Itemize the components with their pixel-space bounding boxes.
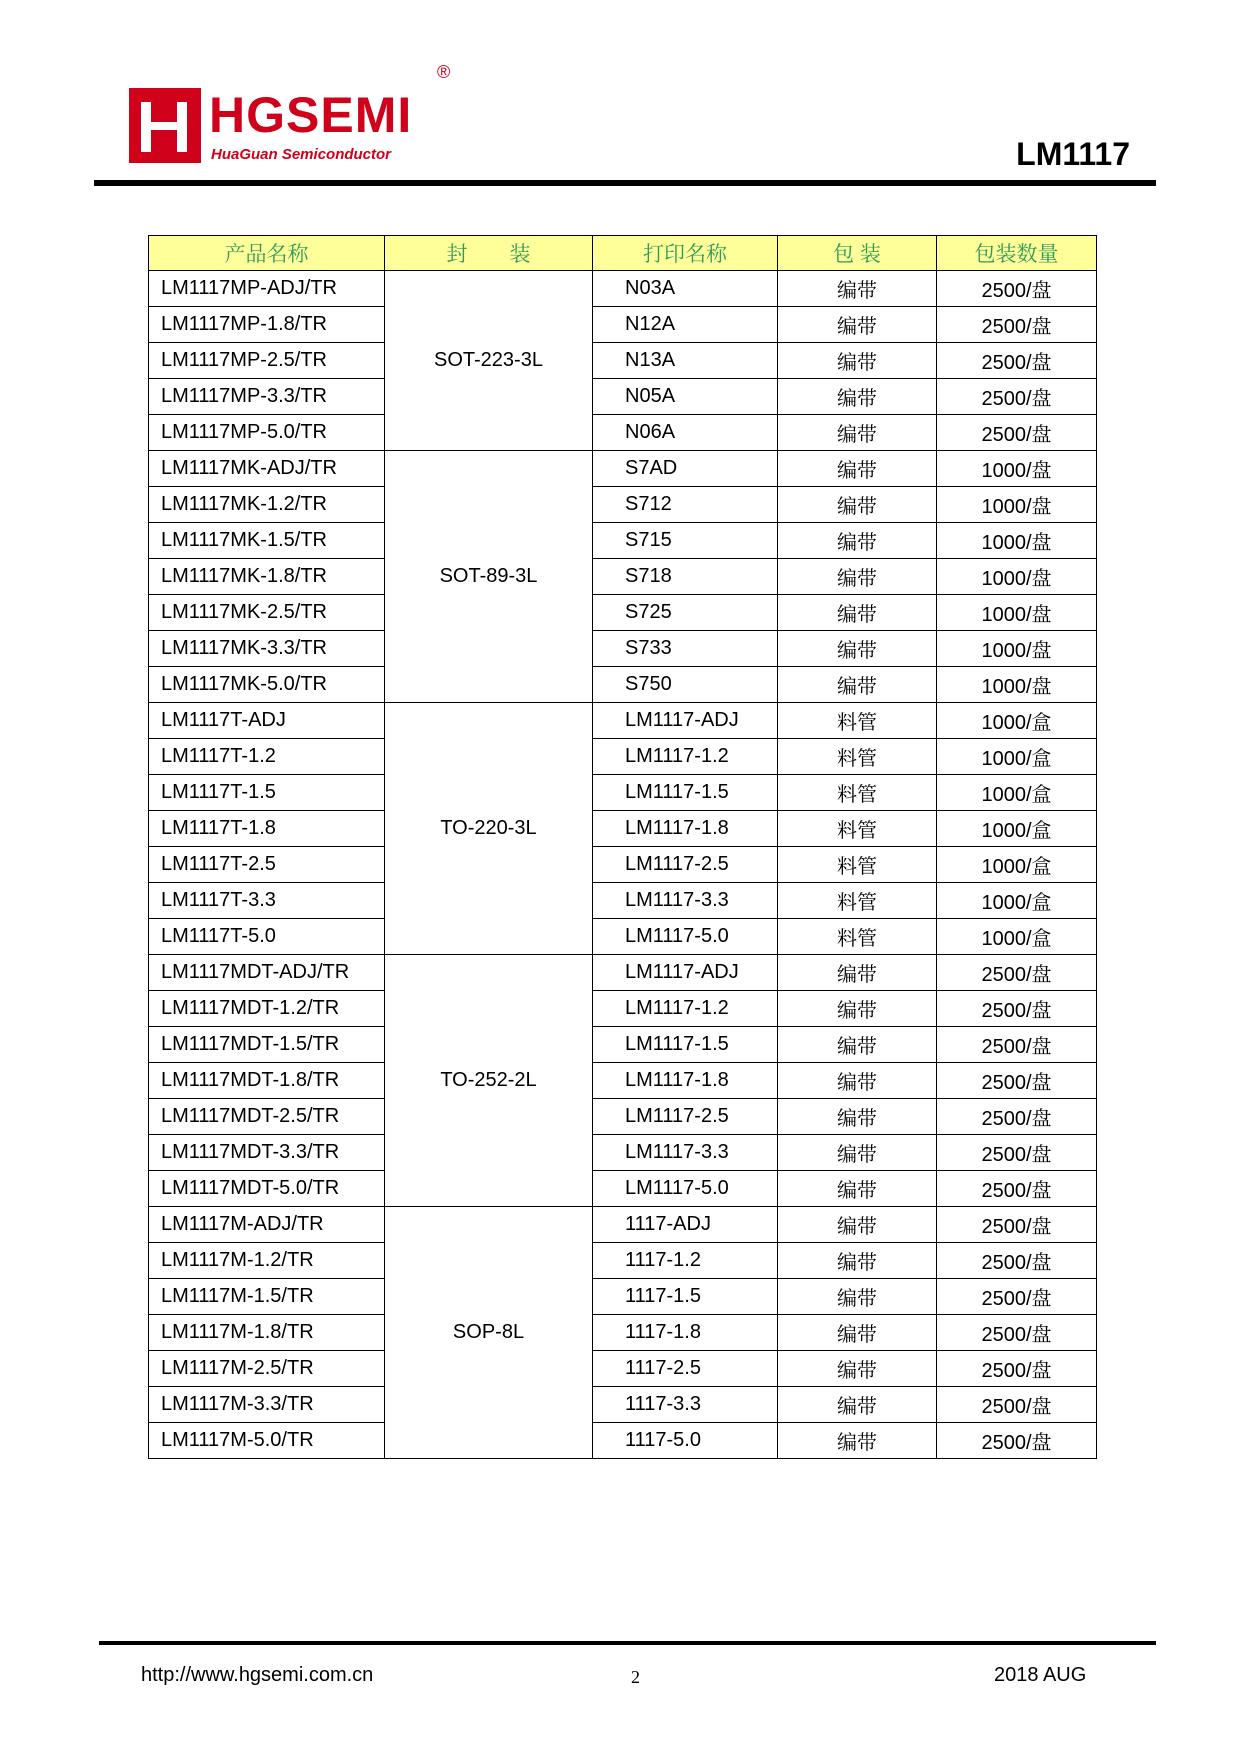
footer-divider <box>99 1641 1156 1645</box>
quantity-cell: 1000/盒 <box>937 703 1097 739</box>
part-number-cell: LM1117T-1.2 <box>149 739 385 775</box>
part-number-cell: LM1117MDT-1.8/TR <box>149 1063 385 1099</box>
header-divider <box>94 180 1156 186</box>
table-row <box>149 1063 1097 1099</box>
marking-cell: N06A <box>593 415 778 451</box>
marking-cell: S712 <box>593 487 778 523</box>
packing-cell: 编带 <box>778 991 937 1027</box>
part-number-cell: LM1117MP-1.8/TR <box>149 307 385 343</box>
packing-cell: 料管 <box>778 919 937 955</box>
packing-cell: 编带 <box>778 1027 937 1063</box>
packing-cell: 编带 <box>778 1135 937 1171</box>
quantity-cell: 2500/盘 <box>937 1279 1097 1315</box>
part-number-cell: LM1117M-2.5/TR <box>149 1351 385 1387</box>
part-number-cell: LM1117M-1.2/TR <box>149 1243 385 1279</box>
part-number-cell: LM1117MDT-1.5/TR <box>149 1027 385 1063</box>
marking-cell: LM1117-1.2 <box>593 739 778 775</box>
marking-cell: S750 <box>593 667 778 703</box>
col-header-packing: 包 装 <box>778 236 937 271</box>
marking-cell: 1117-ADJ <box>593 1207 778 1243</box>
part-number-cell: LM1117T-ADJ <box>149 703 385 739</box>
part-number-cell: LM1117T-3.3 <box>149 883 385 919</box>
package-cell: SOP-8L <box>385 1207 593 1459</box>
marking-cell: 1117-3.3 <box>593 1387 778 1423</box>
ordering-info-table <box>148 235 1097 1459</box>
packing-cell: 料管 <box>778 739 937 775</box>
packing-cell: 编带 <box>778 343 937 379</box>
marking-cell: N13A <box>593 343 778 379</box>
quantity-cell: 1000/盘 <box>937 631 1097 667</box>
quantity-cell: 2500/盘 <box>937 271 1097 307</box>
part-number-cell: LM1117MDT-3.3/TR <box>149 1135 385 1171</box>
packing-cell: 编带 <box>778 1099 937 1135</box>
table-header-row <box>149 236 1097 271</box>
quantity-cell: 2500/盘 <box>937 1387 1097 1423</box>
quantity-cell: 2500/盘 <box>937 1243 1097 1279</box>
part-number-cell: LM1117MK-1.5/TR <box>149 523 385 559</box>
table-row <box>149 1279 1097 1315</box>
table-row <box>149 811 1097 847</box>
logo-mark-icon <box>129 88 201 163</box>
marking-cell: LM1117-3.3 <box>593 1135 778 1171</box>
marking-cell: LM1117-1.5 <box>593 1027 778 1063</box>
packing-cell: 编带 <box>778 1063 937 1099</box>
col-header-quantity: 包装数量 <box>937 236 1097 271</box>
part-number-cell: LM1117MK-2.5/TR <box>149 595 385 631</box>
packing-cell: 编带 <box>778 559 937 595</box>
table-row <box>149 1243 1097 1279</box>
part-number-cell: LM1117MDT-2.5/TR <box>149 1099 385 1135</box>
marking-cell: LM1117-1.8 <box>593 1063 778 1099</box>
part-number-cell: LM1117M-3.3/TR <box>149 1387 385 1423</box>
table-row <box>149 559 1097 595</box>
part-number-cell: LM1117T-1.8 <box>149 811 385 847</box>
quantity-cell: 2500/盘 <box>937 343 1097 379</box>
quantity-cell: 2500/盘 <box>937 1099 1097 1135</box>
marking-cell: LM1117-ADJ <box>593 955 778 991</box>
table-row <box>149 631 1097 667</box>
part-number-cell: LM1117MK-5.0/TR <box>149 667 385 703</box>
packing-cell: 编带 <box>778 1207 937 1243</box>
marking-cell: 1117-1.8 <box>593 1315 778 1351</box>
packing-cell: 编带 <box>778 955 937 991</box>
part-number-cell: LM1117MK-ADJ/TR <box>149 451 385 487</box>
logo-subtitle: HuaGuan Semiconductor <box>211 146 392 163</box>
marking-cell: LM1117-2.5 <box>593 1099 778 1135</box>
packing-cell: 编带 <box>778 271 937 307</box>
table-row <box>149 451 1097 487</box>
package-cell: TO-252-2L <box>385 955 593 1207</box>
col-header-part-name: 产品名称 <box>149 236 385 271</box>
table-row <box>149 1171 1097 1207</box>
marking-cell: LM1117-1.5 <box>593 775 778 811</box>
marking-cell: S733 <box>593 631 778 667</box>
quantity-cell: 2500/盘 <box>937 1315 1097 1351</box>
quantity-cell: 1000/盘 <box>937 487 1097 523</box>
registered-mark: ® <box>437 62 451 82</box>
marking-cell: S715 <box>593 523 778 559</box>
table-row <box>149 1315 1097 1351</box>
packing-cell: 编带 <box>778 667 937 703</box>
part-number-cell: LM1117T-5.0 <box>149 919 385 955</box>
table-row <box>149 919 1097 955</box>
packing-cell: 编带 <box>778 1243 937 1279</box>
table-row <box>149 307 1097 343</box>
table-row <box>149 1099 1097 1135</box>
part-number-cell: LM1117M-1.8/TR <box>149 1315 385 1351</box>
table-row <box>149 739 1097 775</box>
table-row <box>149 1423 1097 1459</box>
marking-cell: S725 <box>593 595 778 631</box>
col-header-package: 封 装 <box>385 236 593 271</box>
marking-cell: 1117-5.0 <box>593 1423 778 1459</box>
part-number-cell: LM1117MK-1.2/TR <box>149 487 385 523</box>
packing-cell: 编带 <box>778 415 937 451</box>
table-row <box>149 379 1097 415</box>
quantity-cell: 2500/盘 <box>937 1207 1097 1243</box>
table-row <box>149 1207 1097 1243</box>
quantity-cell: 2500/盘 <box>937 415 1097 451</box>
page-number: 2 <box>631 1667 640 1687</box>
quantity-cell: 2500/盘 <box>937 1063 1097 1099</box>
packing-cell: 编带 <box>778 631 937 667</box>
table-row <box>149 271 1097 307</box>
quantity-cell: 1000/盘 <box>937 523 1097 559</box>
quantity-cell: 1000/盘 <box>937 595 1097 631</box>
marking-cell: S718 <box>593 559 778 595</box>
package-cell: SOT-89-3L <box>385 451 593 703</box>
quantity-cell: 1000/盒 <box>937 775 1097 811</box>
packing-cell: 料管 <box>778 811 937 847</box>
table-row <box>149 595 1097 631</box>
quantity-cell: 2500/盘 <box>937 1027 1097 1063</box>
packing-cell: 编带 <box>778 1315 937 1351</box>
marking-cell: LM1117-1.8 <box>593 811 778 847</box>
part-number-cell: LM1117T-2.5 <box>149 847 385 883</box>
part-number-cell: LM1117M-ADJ/TR <box>149 1207 385 1243</box>
part-number-cell: LM1117MK-1.8/TR <box>149 559 385 595</box>
table-row <box>149 523 1097 559</box>
part-number-cell: LM1117MP-5.0/TR <box>149 415 385 451</box>
packing-cell: 编带 <box>778 1423 937 1459</box>
footer-date: 2018 AUG <box>994 1664 1087 1686</box>
marking-cell: N12A <box>593 307 778 343</box>
marking-cell: S7AD <box>593 451 778 487</box>
table-row <box>149 955 1097 991</box>
marking-cell: 1117-1.5 <box>593 1279 778 1315</box>
packing-cell: 编带 <box>778 1387 937 1423</box>
table-row <box>149 415 1097 451</box>
part-number-cell: LM1117MDT-5.0/TR <box>149 1171 385 1207</box>
quantity-cell: 1000/盒 <box>937 847 1097 883</box>
part-number-cell: LM1117MDT-1.2/TR <box>149 991 385 1027</box>
quantity-cell: 1000/盘 <box>937 667 1097 703</box>
table-row <box>149 667 1097 703</box>
quantity-cell: 2500/盘 <box>937 1351 1097 1387</box>
packing-cell: 料管 <box>778 703 937 739</box>
quantity-cell: 1000/盘 <box>937 451 1097 487</box>
quantity-cell: 2500/盘 <box>937 1423 1097 1459</box>
part-number-cell: LM1117MP-ADJ/TR <box>149 271 385 307</box>
part-number-cell: LM1117M-5.0/TR <box>149 1423 385 1459</box>
table-row <box>149 1387 1097 1423</box>
marking-cell: LM1117-3.3 <box>593 883 778 919</box>
packing-cell: 编带 <box>778 1351 937 1387</box>
table-row <box>149 775 1097 811</box>
packing-cell: 编带 <box>778 523 937 559</box>
quantity-cell: 2500/盘 <box>937 307 1097 343</box>
table-row <box>149 1027 1097 1063</box>
quantity-cell: 1000/盒 <box>937 811 1097 847</box>
table-row <box>149 487 1097 523</box>
packing-cell: 编带 <box>778 1171 937 1207</box>
table-row <box>149 703 1097 739</box>
quantity-cell: 2500/盘 <box>937 379 1097 415</box>
part-number-cell: LM1117MK-3.3/TR <box>149 631 385 667</box>
marking-cell: N03A <box>593 271 778 307</box>
col-header-marking: 打印名称 <box>593 236 778 271</box>
packing-cell: 编带 <box>778 379 937 415</box>
marking-cell: LM1117-2.5 <box>593 847 778 883</box>
quantity-cell: 2500/盘 <box>937 1171 1097 1207</box>
marking-cell: 1117-1.2 <box>593 1243 778 1279</box>
table-row <box>149 1351 1097 1387</box>
marking-cell: N05A <box>593 379 778 415</box>
packing-cell: 编带 <box>778 595 937 631</box>
quantity-cell: 2500/盘 <box>937 955 1097 991</box>
quantity-cell: 1000/盒 <box>937 919 1097 955</box>
package-cell: TO-220-3L <box>385 703 593 955</box>
packing-cell: 料管 <box>778 775 937 811</box>
table-row <box>149 991 1097 1027</box>
packing-cell: 料管 <box>778 883 937 919</box>
marking-cell: LM1117-5.0 <box>593 1171 778 1207</box>
table-row <box>149 343 1097 379</box>
packing-cell: 编带 <box>778 307 937 343</box>
logo-text: HGSEMI <box>209 87 413 143</box>
packing-cell: 编带 <box>778 451 937 487</box>
marking-cell: 1117-2.5 <box>593 1351 778 1387</box>
part-number-cell: LM1117T-1.5 <box>149 775 385 811</box>
part-number-cell: LM1117MDT-ADJ/TR <box>149 955 385 991</box>
marking-cell: LM1117-ADJ <box>593 703 778 739</box>
table-row <box>149 883 1097 919</box>
quantity-cell: 2500/盘 <box>937 991 1097 1027</box>
packing-cell: 编带 <box>778 1279 937 1315</box>
table-row <box>149 1135 1097 1171</box>
part-number-cell: LM1117MP-2.5/TR <box>149 343 385 379</box>
footer-url: http://www.hgsemi.com.cn <box>141 1664 374 1686</box>
quantity-cell: 1000/盒 <box>937 883 1097 919</box>
part-number-cell: LM1117MP-3.3/TR <box>149 379 385 415</box>
packing-cell: 编带 <box>778 487 937 523</box>
part-number-cell: LM1117M-1.5/TR <box>149 1279 385 1315</box>
package-cell: SOT-223-3L <box>385 271 593 451</box>
marking-cell: LM1117-5.0 <box>593 919 778 955</box>
quantity-cell: 2500/盘 <box>937 1135 1097 1171</box>
hgsemi-logo <box>129 62 459 165</box>
table-row <box>149 847 1097 883</box>
quantity-cell: 1000/盒 <box>937 739 1097 775</box>
marking-cell: LM1117-1.2 <box>593 991 778 1027</box>
packing-cell: 料管 <box>778 847 937 883</box>
document-title: LM1117 <box>1016 136 1130 172</box>
quantity-cell: 1000/盘 <box>937 559 1097 595</box>
